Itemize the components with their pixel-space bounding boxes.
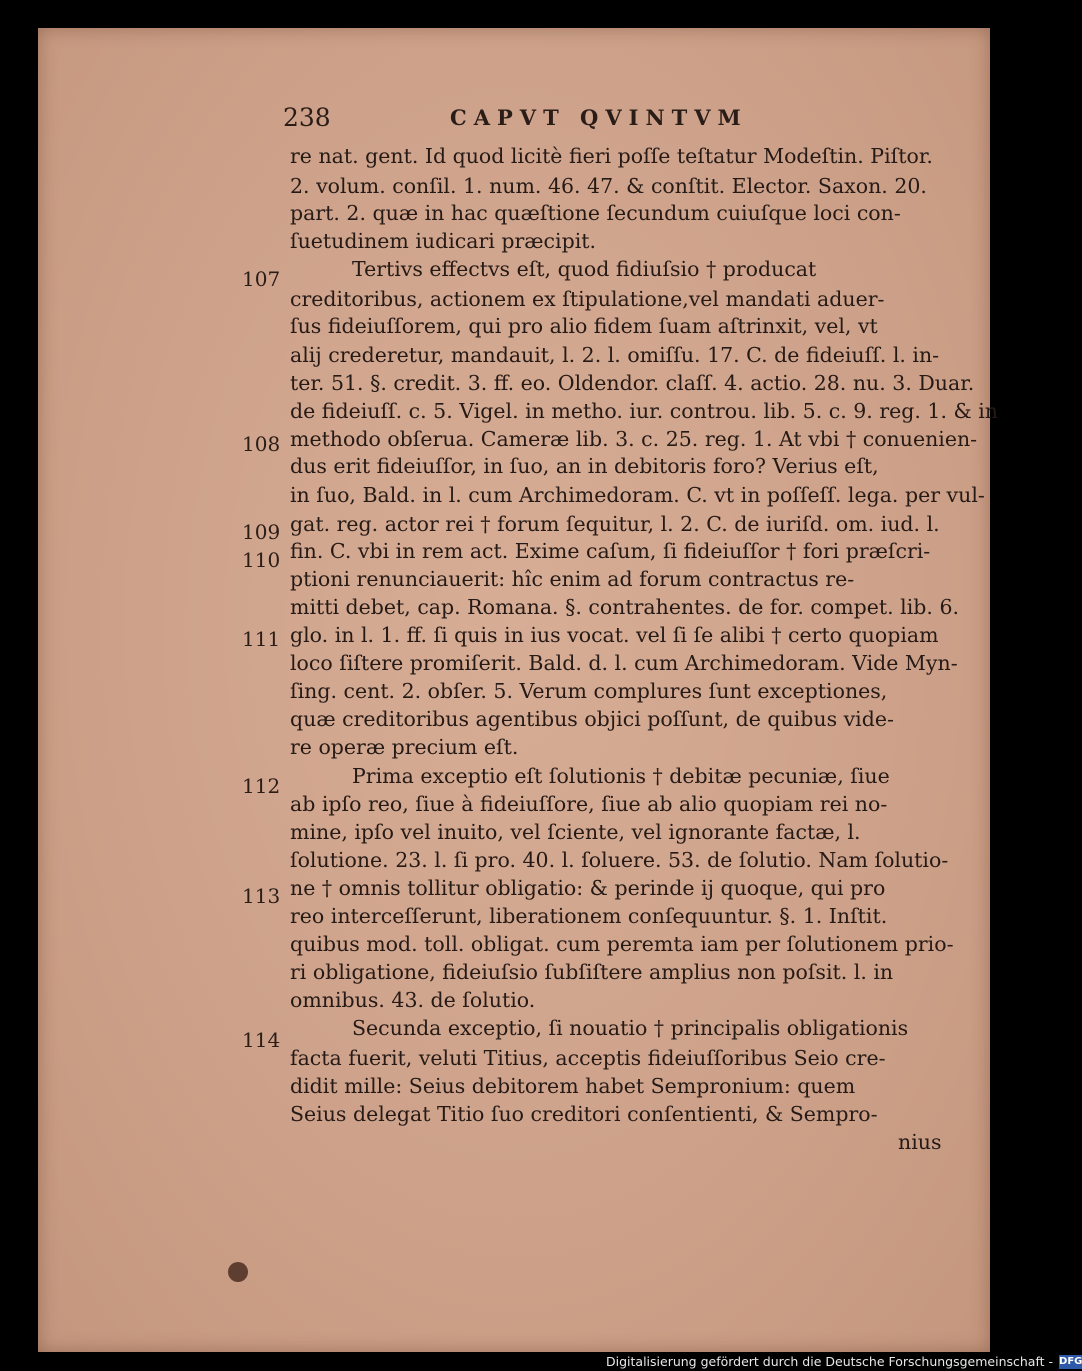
text-line: quæ creditoribus agentibus objici poſſunt, de quibus vide- <box>290 707 894 731</box>
text-line: Tertivs effectvs eſt, quod fidiuſsio † producat <box>352 257 817 281</box>
text-line: reo interceſſerunt, liberationem conſequuntur. §. 1. Inſtit. <box>290 904 888 928</box>
margin-number: 111 <box>242 627 281 651</box>
dfg-logo-icon: DFG <box>1059 1355 1082 1367</box>
text-line: Secunda exceptio, ſi nouatio † principalis obligationis <box>352 1016 909 1040</box>
text-line: de fideiuſſ. c. 5. Vigel. in metho. iur. controu. lib. 5. c. 9. reg. 1. & in <box>290 399 999 423</box>
text-line: ri obligatione, fideiuſsio ſubſiſtere amplius non poſsit. l. in <box>290 960 894 984</box>
catchword: nius <box>898 1130 942 1154</box>
text-line: glo. in l. 1. ff. ſi quis in ius vocat. vel ſi ſe alibi † certo quopiam <box>290 623 939 647</box>
text-line: loco ſiſtere promiſerit. Bald. d. l. cum Archimedoram. Vide Myn- <box>290 651 958 675</box>
text-line: gat. reg. actor rei † forum ſequitur, l. 2. C. de iuriſd. om. iud. l. <box>290 512 940 536</box>
text-line: ſus fideiuſſorem, qui pro alio fidem ſuam aſtrinxit, vel, vt <box>290 314 878 338</box>
margin-number: 110 <box>242 548 281 572</box>
text-line: ſuetudinem iudicari præcipit. <box>290 229 597 253</box>
margin-number: 108 <box>242 432 281 456</box>
margin-number: 112 <box>242 774 281 798</box>
text-line: ptioni renunciauerit: hîc enim ad forum contractus re- <box>290 567 855 591</box>
text-line: re operæ precium eſt. <box>290 735 519 759</box>
text-line: 2. volum. conſil. 1. num. 46. 47. & conſtit. Elector. Saxon. 20. <box>290 174 927 198</box>
text-line: fin. C. vbi in rem act. Exime caſum, ſi fideiuſſor † fori præſcri- <box>290 539 931 563</box>
margin-number: 109 <box>242 520 281 544</box>
text-line: ne † omnis tollitur obligatio: & perinde ij quoque, qui pro <box>290 876 886 900</box>
text-line: part. 2. quæ in hac quæſtione ſecundum cuiuſque loci con- <box>290 201 901 225</box>
text-line: methodo obſerua. Cameræ lib. 3. c. 25. reg. 1. At vbi † conuenien- <box>290 427 978 451</box>
text-line: facta fuerit, veluti Titius, acceptis fideiuſſoribus Seio cre- <box>290 1046 886 1070</box>
text-line: mitti debet, cap. Romana. §. contrahentes. de for. compet. lib. 6. <box>290 595 960 619</box>
ink-stain <box>228 1262 248 1282</box>
margin-number: 114 <box>242 1028 281 1052</box>
text-line: mine, ipſo vel inuito, vel ſciente, vel ignorante factæ, l. <box>290 820 861 844</box>
text-line: dus erit fideiuſſor, in ſuo, an in debitoris foro? Verius eſt, <box>290 454 879 478</box>
text-line: quibus mod. toll. obligat. cum peremta iam per ſolutionem prio- <box>290 932 954 956</box>
margin-number: 107 <box>242 267 281 291</box>
text-line: alij crederetur, mandauit, l. 2. l. omiſſu. 17. C. de fideiuſſ. l. in- <box>290 343 940 367</box>
running-head: CAPVT QVINTVM <box>450 105 748 130</box>
text-line: in ſuo, Bald. in l. cum Archimedoram. C. vt in poſſeſſ. lega. per vul- <box>290 483 985 507</box>
text-line: creditoribus, actionem ex ſtipulatione,vel mandati aduer- <box>290 287 885 311</box>
text-line: re nat. gent. Id quod licitè fieri poſſe teſtatur Modeſtin. Piſtor. <box>290 144 933 168</box>
margin-number: 113 <box>242 884 281 908</box>
text-line: Prima exceptio eſt ſolutionis † debitæ pecuniæ, ſiue <box>352 764 890 788</box>
text-line: Seius delegat Titio ſuo creditori conſentienti, & Sempro- <box>290 1102 878 1126</box>
text-line: ab ipſo reo, ſiue à fideiuſſore, ſiue ab alio quopiam rei no- <box>290 792 888 816</box>
text-line: didit mille: Seius debitorem habet Sempronium: quem <box>290 1074 856 1098</box>
footer-text: Digitalisierung gefördert durch die Deutsche Forschungsgemeinschaft - <box>606 1354 1054 1369</box>
text-line: omnibus. 43. de ſolutio. <box>290 988 536 1012</box>
text-line: ſing. cent. 2. obſer. 5. Verum complures ſunt exceptiones, <box>290 679 888 703</box>
text-line: ſolutione. 23. l. ſi pro. 40. l. ſoluere. 53. de ſolutio. Nam ſolutio- <box>290 848 949 872</box>
page-number: 238 <box>283 103 331 132</box>
text-line: ter. 51. §. credit. 3. ff. eo. Oldendor. claſſ. 4. actio. 28. nu. 3. Duar. <box>290 371 975 395</box>
digitization-footer <box>606 1352 1082 1371</box>
